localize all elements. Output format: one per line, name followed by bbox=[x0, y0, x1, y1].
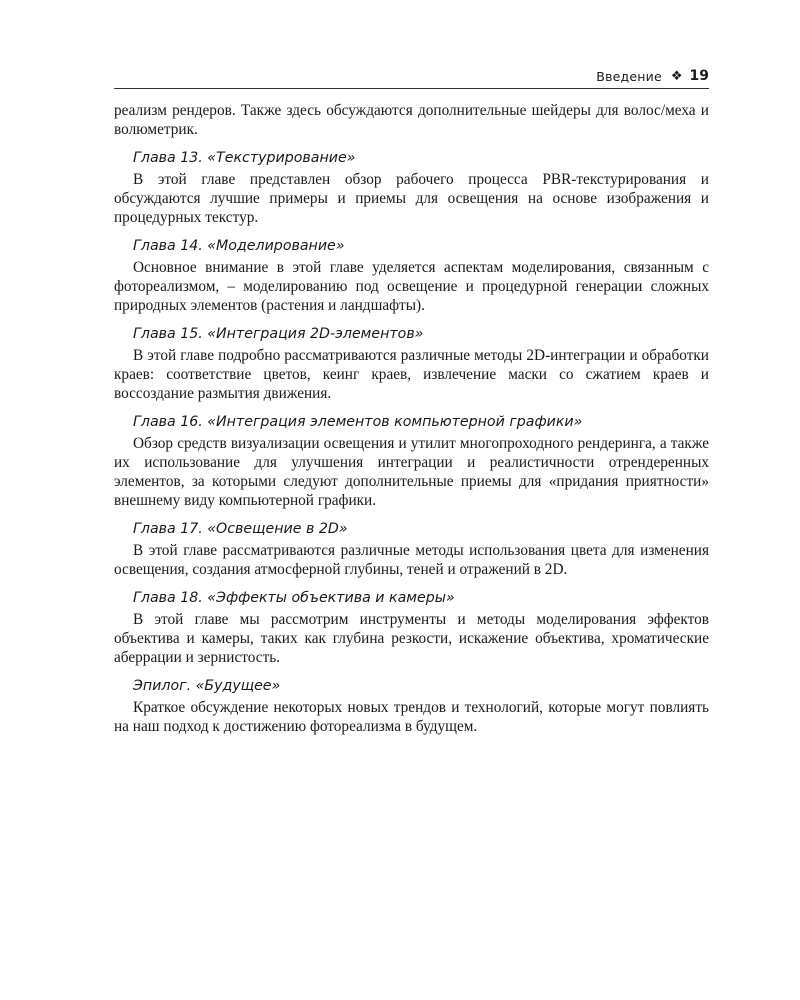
ornament-icon: ❖ bbox=[670, 68, 683, 84]
intro-paragraph: реализм рендеров. Также здесь обсуждаются дополнительные шейдеры для волос/меха и волюметрик. bbox=[114, 102, 709, 138]
chapter-title: Глава 17. «Освещение в 2D» bbox=[133, 521, 348, 537]
chapter-title: Глава 14. «Моделирование» bbox=[133, 238, 345, 254]
chapter-16 bbox=[114, 413, 709, 510]
chapter-15 bbox=[114, 325, 709, 403]
chapter-description: В этой главе подробно рассматриваются различные методы 2D-интеграции и обработки краев: соответствие цветов, кеинг краев, извлечение маски со сжатием краев и воссоздание размытия движения. bbox=[114, 347, 709, 402]
chapter-13 bbox=[114, 149, 709, 227]
page-body bbox=[114, 89, 709, 736]
chapter-description: В этой главе мы рассмотрим инструменты и методы моделирования эффектов объектива и камеры, таких как глубина резкости, искажение объектива, хроматические аберрации и зернистость. bbox=[114, 611, 709, 666]
chapter-description: В этой главе рассматриваются различные методы использования цвета для изменения освещения, создания атмосферной глубины, теней и отражений в 2D. bbox=[114, 542, 709, 578]
page-number: 19 bbox=[689, 68, 709, 84]
chapter-18 bbox=[114, 589, 709, 667]
running-head-group bbox=[596, 68, 709, 84]
chapter-title: Эпилог. «Будущее» bbox=[133, 678, 281, 694]
chapter-title: Глава 18. «Эффекты объектива и камеры» bbox=[133, 590, 455, 606]
chapter-description: Основное внимание в этой главе уделяется аспектам моделирования, связанным с фотореализмом, – моделированию под освещение и процедурной генерации сложных природных элементов (растения и ландшафты). bbox=[114, 259, 709, 314]
chapter-17 bbox=[114, 520, 709, 579]
running-head bbox=[114, 66, 709, 89]
section-title: Введение bbox=[596, 68, 662, 84]
chapter-14 bbox=[114, 237, 709, 315]
chapter-title: Глава 15. «Интеграция 2D-элементов» bbox=[133, 326, 424, 342]
chapter-title: Глава 13. «Текстурирование» bbox=[133, 150, 356, 166]
chapter-title: Глава 16. «Интеграция элементов компьютерной графики» bbox=[133, 414, 583, 430]
epilogue bbox=[114, 677, 709, 736]
book-page bbox=[114, 66, 709, 736]
chapter-description: Краткое обсуждение некоторых новых трендов и технологий, которые могут повлиять на наш подход к достижению фотореализма в будущем. bbox=[114, 699, 709, 735]
chapter-description: В этой главе представлен обзор рабочего процесса PBR-текстурирования и обсуждаются лучшие примеры и приемы для освещения на основе изображения и процедурных текстур. bbox=[114, 171, 709, 226]
chapter-description: Обзор средств визуализации освещения и утилит многопроходного рендеринга, а также их использование для улучшения интеграции и реалистичности отрендеренных элементов, за которыми следуют дополнительные приемы для «придания приятности» внешнему виду компьютерной графики. bbox=[114, 435, 709, 509]
